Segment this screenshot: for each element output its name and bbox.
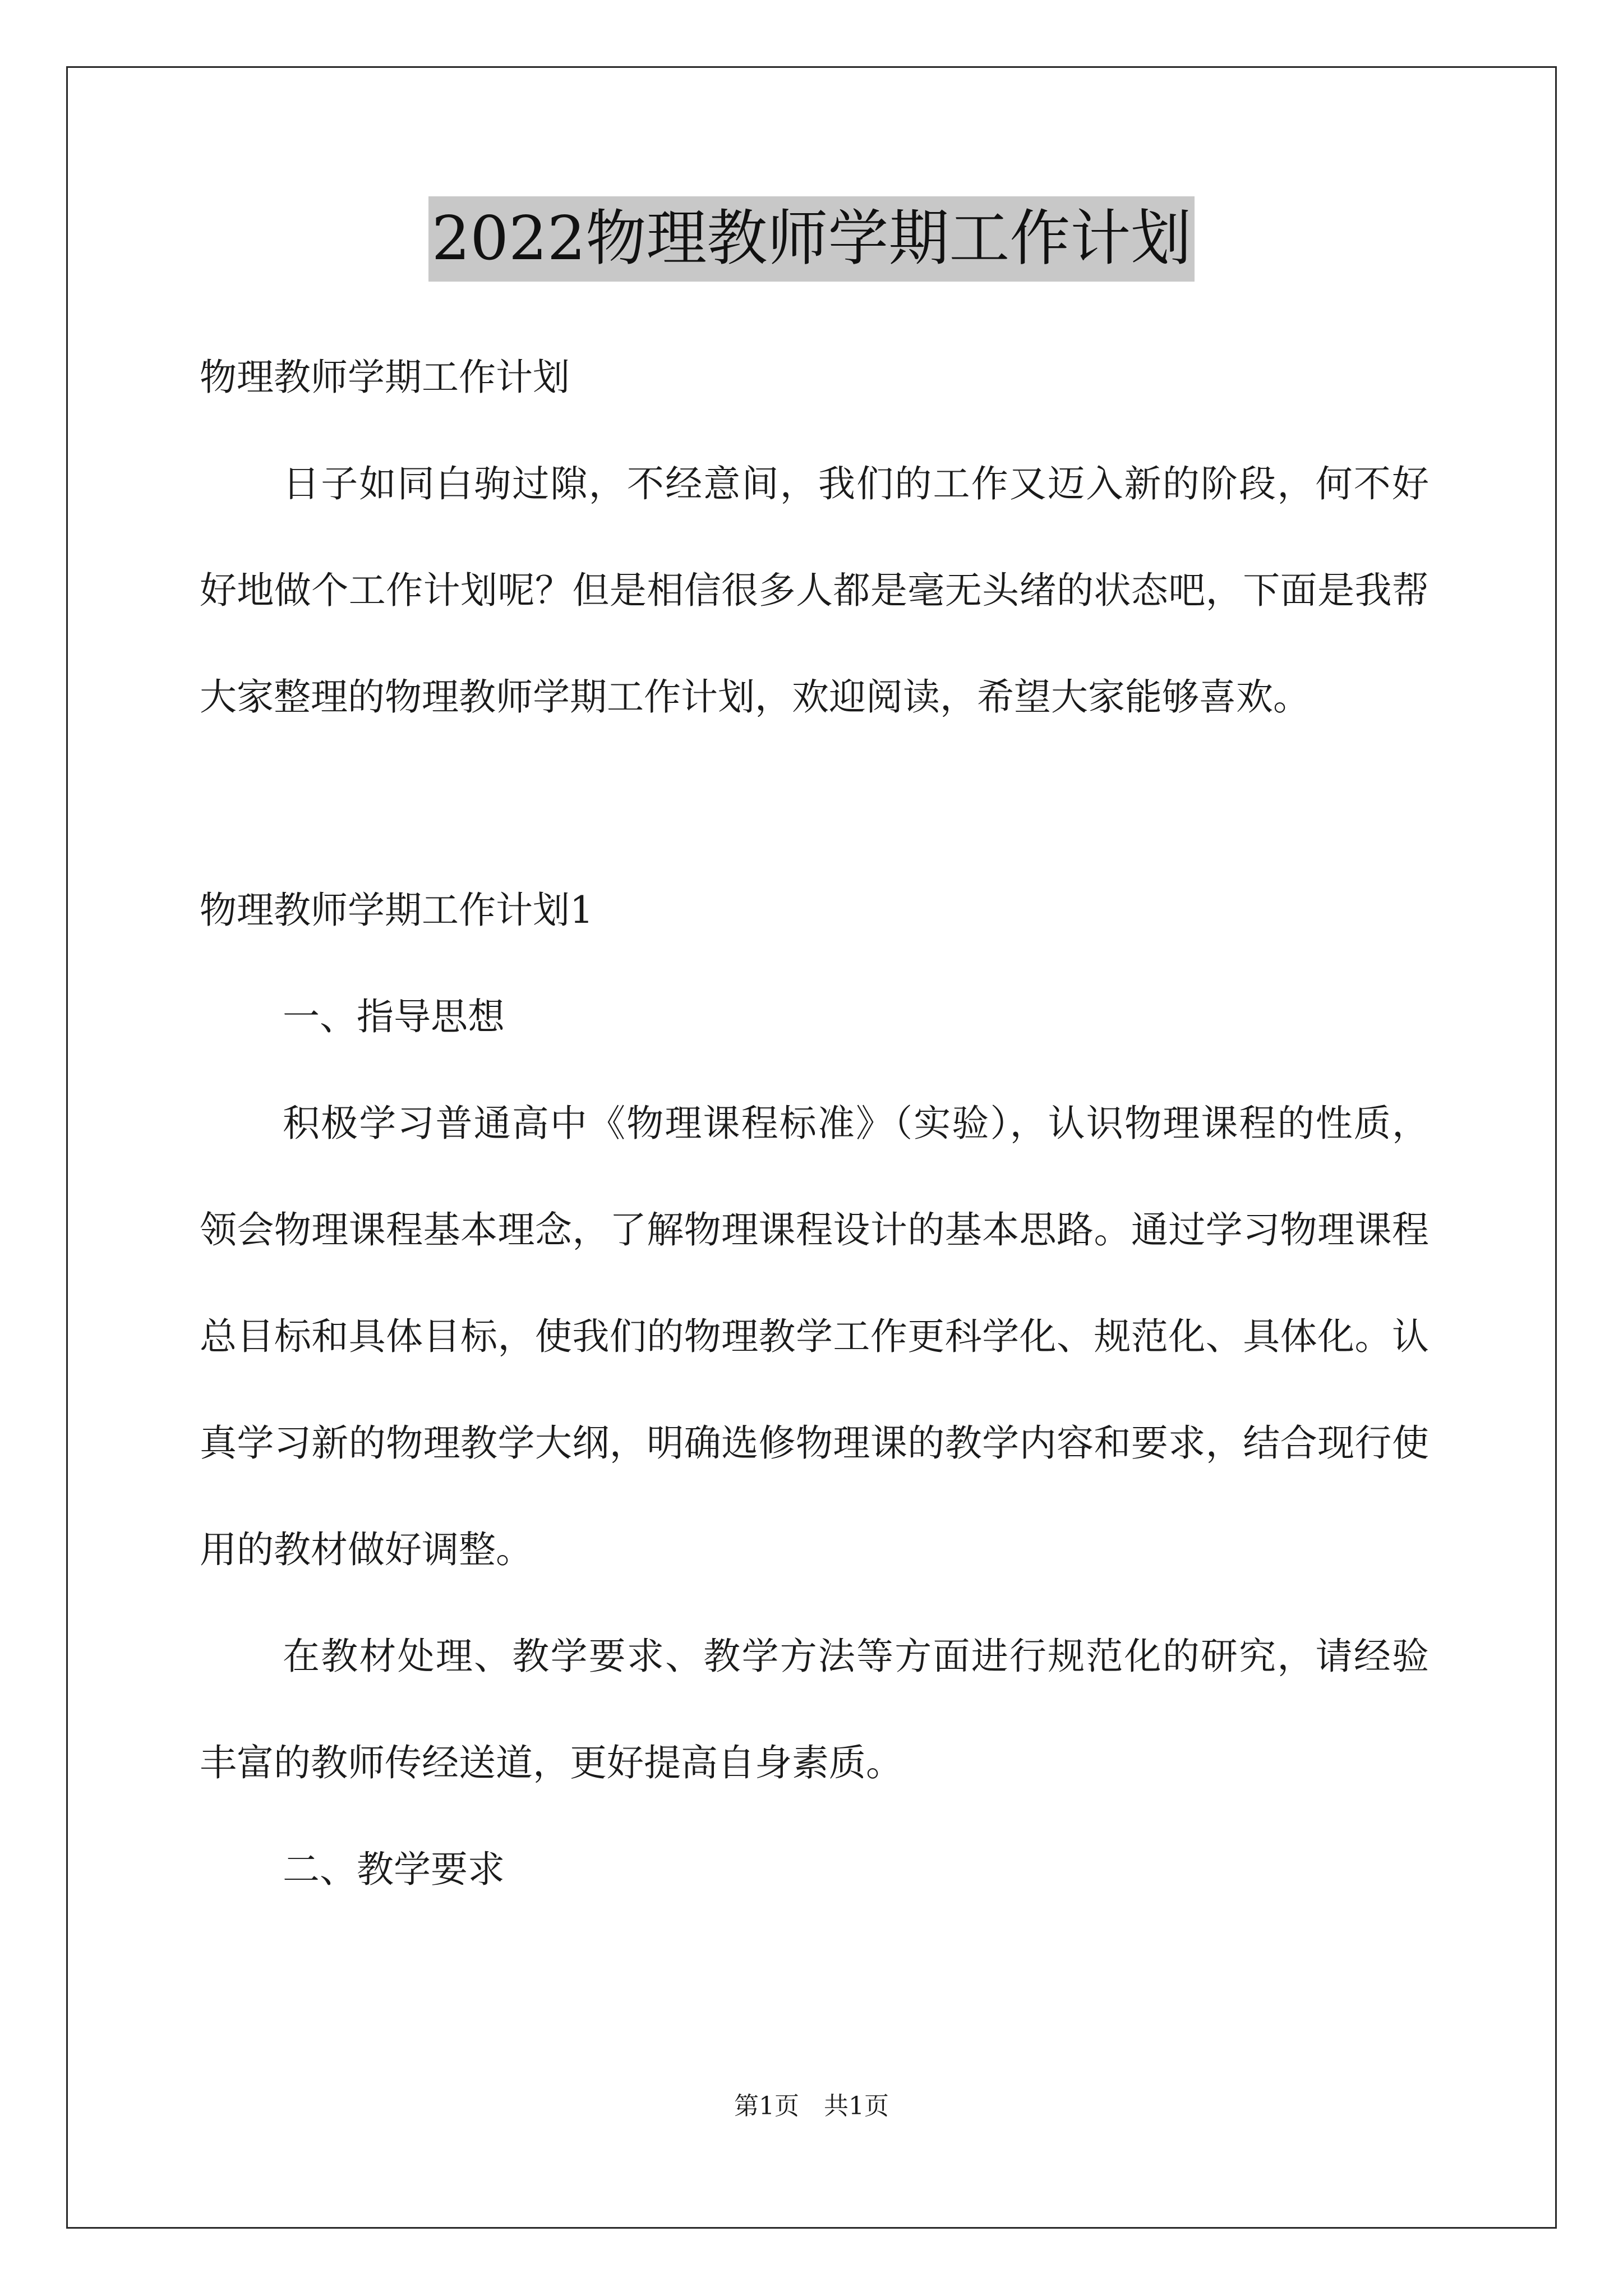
- paragraph-teaching-research: 在教材处理、教学要求、教学方法等方面进行规范化的研究，请经验丰富的教师传经送道，更好提高自身素质。: [200, 1635, 1429, 1784]
- paragraph-curriculum-study: 积极学习普通高中《物理课程标准》（实验），认识物理课程的性质，领会物理课程基本理念，了解物理课程设计的基本思路。通过学习物理课程总目标和具体目标，使我们的物理教学工作更科学化、规范化、具体化。认真学习新的物理教学大纲，明确选修物理课的教学内容和要求，结合现行使用的教材做好调整。: [200, 1102, 1429, 1571]
- document-body: [200, 324, 1429, 1923]
- heading-teaching-requirements: 二、教学要求: [283, 1848, 505, 1891]
- document-subtitle: 物理教师学期工作计划: [200, 356, 570, 399]
- heading-guiding-ideology: 一、指导思想: [283, 995, 505, 1038]
- title-container: [0, 196, 1623, 282]
- intro-paragraph: 日子如同白驹过隙，不经意间，我们的工作又迈入新的阶段，何不好好地做个工作计划呢？但是相信很多人都是毫无头绪的状态吧，下面是我帮大家整理的物理教师学期工作计划，欢迎阅读，希望大家能够喜欢。: [200, 462, 1429, 719]
- page-number-footer: 第1页 共1页: [734, 2092, 889, 2120]
- section-title: 物理教师学期工作计划1: [200, 889, 593, 932]
- document-title: 2022物理教师学期工作计划: [428, 196, 1195, 282]
